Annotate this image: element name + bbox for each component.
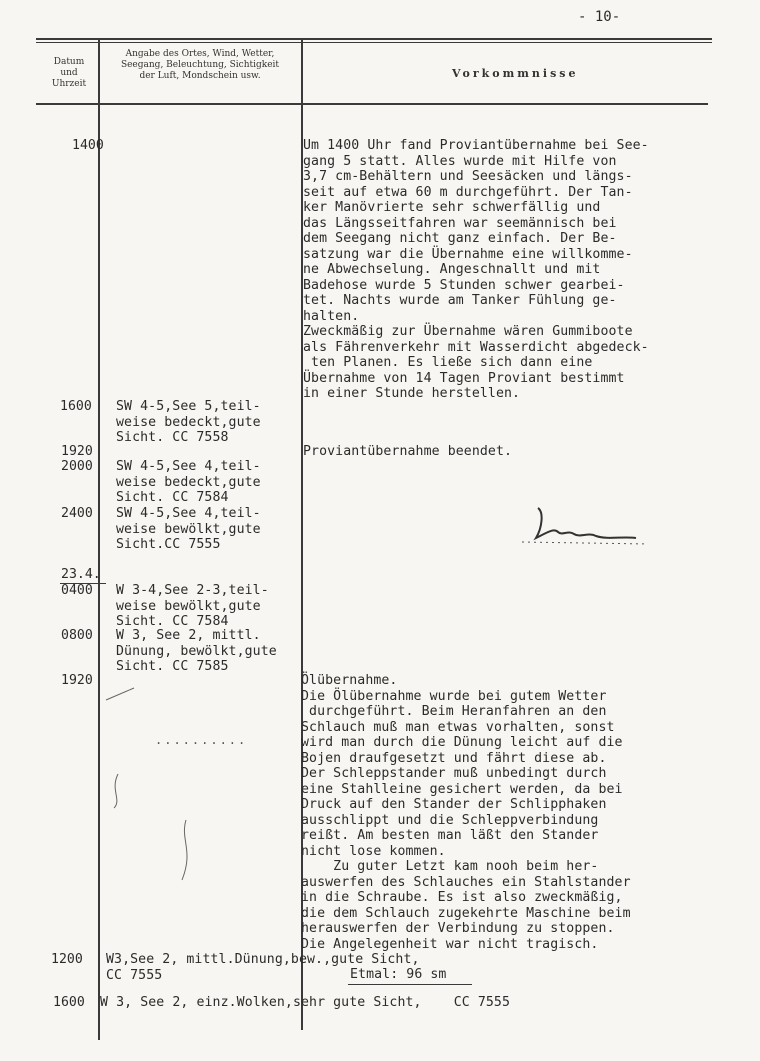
event-1920: Proviantübernahme beendet. — [303, 444, 513, 459]
weather-0400: W 3-4,See 2-3,teil- weise bewölkt,gute Sicht. CC 7584 — [116, 583, 269, 629]
time-1600-b: 1600 — [53, 995, 85, 1010]
weather-2400: SW 4-5,See 4,teil- weise bewölkt,gute Sicht.CC 7555 — [116, 506, 261, 552]
etmal-underline — [348, 984, 472, 985]
weather-2000: SW 4-5,See 4,teil- weise bedeckt,gute Sicht. CC 7584 — [116, 459, 261, 505]
time-0400: 0400 — [61, 583, 93, 598]
time-1600: 1600 — [60, 399, 92, 414]
etmal: Etmal: 96 sm — [350, 967, 447, 982]
time-1920-b: 1920 — [61, 673, 93, 688]
time-1400: 1400 — [72, 138, 104, 153]
header-bottom-rule — [36, 103, 708, 105]
pencil-marks — [100, 680, 220, 900]
weather-0800: W 3, See 2, mittl. Dünung, bewölkt,gute Sicht. CC 7585 — [116, 628, 277, 674]
weather-1600: SW 4-5,See 5,teil- weise bedeckt,gute Sicht. CC 7558 — [116, 399, 261, 445]
time-1200: 1200 — [51, 952, 83, 967]
header-location-weather: Angabe des Ortes, Wind, Wetter, Seegang, Beleuchtung, Sichtigkeit der Luft, Mondschein usw. — [120, 49, 280, 81]
dotted-filler: .......... — [155, 733, 248, 747]
date-23-4: 23.4. — [61, 567, 101, 582]
event-1400: Um 1400 Uhr fand Proviantübernahme bei See- gang 5 statt. Alles wurde mit Hilfe von 3,7 cm-Behältern und Seesäcken und längs- seit auf etwa 60 m durchgeführt. Der Tan- ker Manövrierte sehr schwerfällig und das Längsseitfahren war seemännisch bei dem Seegang nicht ganz einfach. Der Be- satzung war die Übernahme eine willkomme- ne Abwechselung. Angeschnallt und mit Badehose wurde 5 Stunden schwer gearbei- tet. Nachts wurde am Tanker Fühlung ge- halten. Zweckmäßig zur Übernahme wären Gummiboote als Fährenverkehr mit Wasserdicht abgedeck- ten Planen. Es ließe sich dann eine Übernahme von 14 Tagen Proviant bestimmt in einer Stunde herstellen. — [303, 138, 649, 401]
time-0800: 0800 — [61, 628, 93, 643]
weather-1200: W3,See 2, mittl.Dünung,bew.,gute Sicht, CC 7555 — [106, 952, 420, 983]
header-date-time: Datum und Uhrzeit — [51, 57, 87, 89]
time-1920: 1920 — [61, 444, 93, 459]
header-top-rule-thin — [36, 42, 712, 43]
page-number: - 10- — [578, 9, 621, 25]
signature — [518, 498, 658, 552]
time-2000: 2000 — [61, 459, 93, 474]
time-2400: 2400 — [61, 506, 93, 521]
weather-1600-b: W 3, See 2, einz.Wolken,sehr gute Sicht, CC 7555 — [100, 995, 511, 1010]
header-events: Vorkommnisse — [452, 67, 579, 80]
event-1920-b: Ölübernahme. Die Ölübernahme wurde bei gutem Wetter durchgeführt. Beim Heranfahren an den Schlauch muß man etwas vorhalten, sonst wird man durch die Dünung leicht auf die Bojen draufgesetzt und fährt diese ab. Der Schleppstander muß unbedingt durch eine Stahlleine gesichert werden, da bei Druck auf den Stander der Schlipphaken ausschlippt und die Schleppverbindung reißt. Am besten man läßt den Stander nicht lose kommen. Zu guter Letzt kam nooh beim her- auswerfen des Schlauches ein Stahlstander in die Schraube. Es ist also zweckmäßig, die dem Schlauch zugekehrte Maschine beim herauswerfen der Verbindung zu stoppen. Die Angelegenheit war nicht tragisch. — [301, 673, 631, 952]
header-top-rule — [36, 38, 712, 40]
